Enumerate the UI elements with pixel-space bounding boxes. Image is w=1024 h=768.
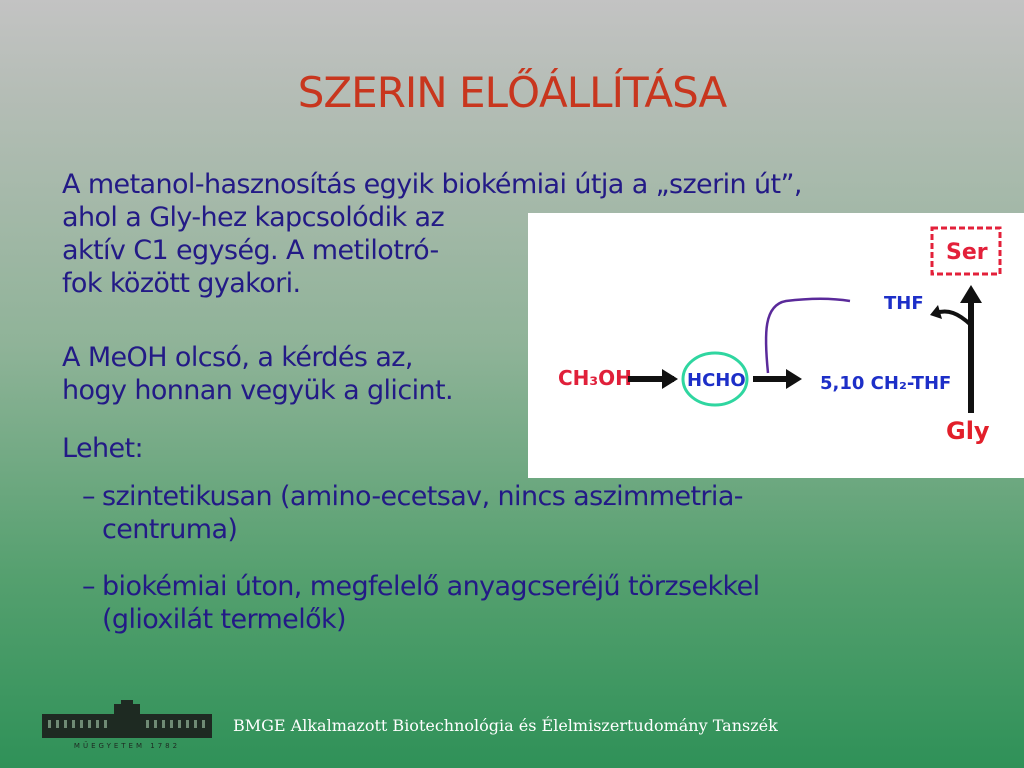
arrowhead-icon [786,369,802,389]
bullet1-line2: centruma) [102,514,238,545]
methylene-thf-label: 5,10 CH₂-THF [820,373,952,394]
muegyetem-building-logo [42,700,212,750]
bullet-synthetic [82,480,982,546]
formaldehyde-label: HCHO [687,370,746,391]
slide-title: SZERIN ELŐÁLLÍTÁSA [297,68,727,117]
paragraph1-line2: ahol a Gly-hez kapcsolódik az [62,202,445,233]
paragraph2-line2: hogy honnan vegyük a glicint. [62,375,453,406]
paragraph-lehet: Lehet: [62,433,143,464]
thf-consumption-line [766,299,850,373]
bullet-dash: – [82,481,95,512]
paragraph1-line1: A metanol-hasznosítás egyik biokémiai útja a „szerin út”, [62,169,802,200]
bullet1-line1: szintetikusan (amino-ecetsav, nincs aszimmetria- [102,481,743,512]
serine-pathway-diagram [528,213,1024,478]
arrowhead-icon [960,285,982,303]
paragraph2-line1: A MeOH olcsó, a kérdés az, [62,342,413,373]
bullet2-line2: (glioxilát termelők) [102,604,346,635]
methanol-label: CH₃OH [558,366,632,390]
bullet2-line1: biokémiai úton, megfelelő anyagcseréjű törzsekkel [102,571,760,602]
arrowhead-icon [662,369,678,389]
bullet-biochemical [82,570,982,636]
glycine-label: Gly [946,417,990,445]
thf-label: THF [884,293,924,314]
building-caption: MŰEGYETEM 1782 [73,742,181,750]
institution-name: BMGE Alkalmazott Biotechnológia és Élelmiszertudomány Tanszék [233,716,778,735]
bullet-dash: – [82,571,95,602]
paragraph1-line4: fok között gyakori. [62,268,301,299]
paragraph1-line3: aktív C1 egység. A metilotró- [62,235,439,266]
serine-label: Ser [946,240,988,265]
paragraph-meoh-question [62,341,453,407]
